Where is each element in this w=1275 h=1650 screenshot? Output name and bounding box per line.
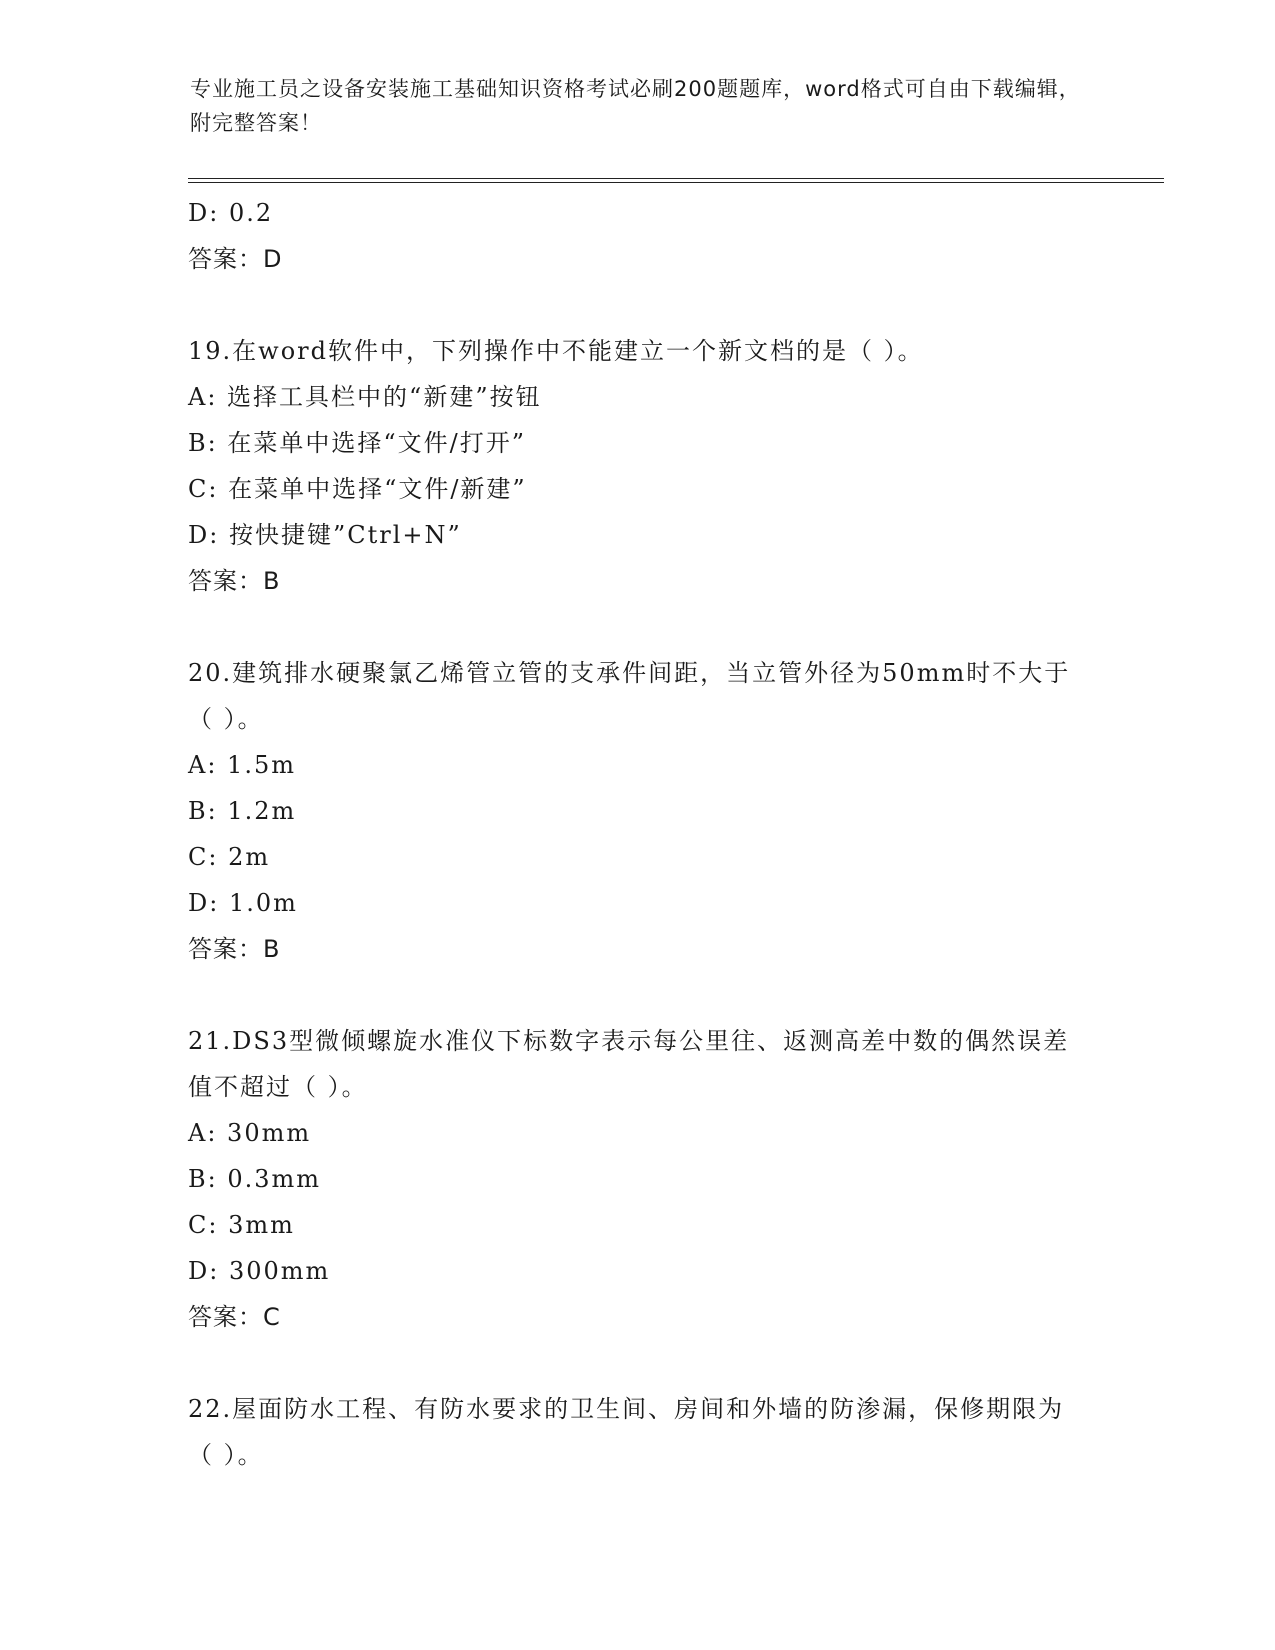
option-c: C: 2m	[188, 843, 271, 871]
question-19	[188, 328, 1088, 604]
answer-line: 答案：B	[188, 567, 281, 595]
answer-line: 答案：B	[188, 935, 281, 963]
answer-line: 答案：C	[188, 1303, 281, 1331]
question-20	[188, 650, 1088, 972]
option-a: A: 1.5m	[188, 751, 296, 779]
question-list	[188, 190, 1088, 1478]
option-b: B: 0.3mm	[188, 1165, 322, 1193]
option-d: D: 0.2	[188, 199, 274, 227]
question-22	[188, 1386, 1088, 1478]
option-d: D: 300mm	[188, 1257, 331, 1285]
question-stem: 21.DS3型微倾螺旋水准仪下标数字表示每公里往、返测高差中数的偶然误差值不超过（ ）。	[188, 1027, 1070, 1101]
option-d: D: 按快捷键”Ctrl+N”	[188, 521, 462, 549]
option-c: C: 3mm	[188, 1211, 295, 1239]
option-d: D: 1.0m	[188, 889, 298, 917]
header-rule-top	[188, 178, 1164, 179]
option-b: B: 在菜单中选择“文件/打开”	[188, 429, 526, 457]
option-a: A: 选择工具栏中的“新建”按钮	[188, 383, 542, 411]
option-a: A: 30mm	[188, 1119, 312, 1147]
document-header: 专业施工员之设备安装施工基础知识资格考试必刷200题题库，word格式可自由下载编辑，附完整答案！	[190, 77, 1081, 135]
answer-line: 答案：D	[188, 245, 283, 273]
header-rule-bottom	[188, 182, 1164, 183]
question-stem: 20.建筑排水硬聚氯乙烯管立管的支承件间距，当立管外径为50mm时不大于（ ）。	[188, 659, 1071, 733]
option-c: C: 在菜单中选择“文件/新建”	[188, 475, 527, 503]
question-21	[188, 1018, 1088, 1340]
question-stem: 19.在word软件中，下列操作中不能建立一个新文档的是（ ）。	[188, 337, 924, 365]
question-stem: 22.屋面防水工程、有防水要求的卫生间、房间和外墙的防渗漏，保修期限为（ ）。	[188, 1395, 1065, 1469]
option-b: B: 1.2m	[188, 797, 297, 825]
